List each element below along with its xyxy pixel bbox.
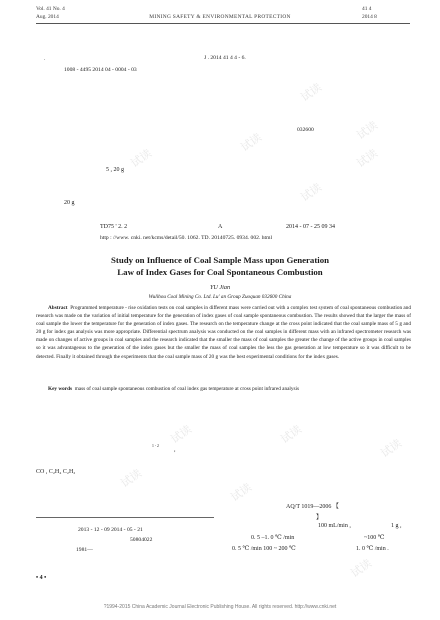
mass-values: 5 , 20 g <box>106 167 124 173</box>
publish-date: 2014 - 07 - 25 09 34 <box>286 224 335 230</box>
author-birth-year: 1981— <box>76 547 93 553</box>
heating-range-1: ~100 ℃ <box>364 535 385 541</box>
heating-rate-2: 0. 5 ℃ /min 100 ~ 200 ℃ <box>232 546 296 552</box>
abstract <box>36 304 411 361</box>
watermark: 试读 <box>354 118 381 143</box>
watermark: 试读 <box>354 146 381 171</box>
header-rule <box>36 23 410 24</box>
watermark: 试读 <box>128 146 155 171</box>
watermark: 试读 <box>378 436 405 461</box>
keywords-text: mass of coal sample spontaneous combustion of coal index gas temperature at cross point infrared analysis <box>74 386 300 392</box>
author-affiliation: Wulihou Coal Mining Co. Ltd. Lu' an Group Zuoquan 032600 China <box>148 294 292 300</box>
clc-number: TD75 ' 2. 2 <box>100 224 128 230</box>
fund-number: 50804022 <box>130 537 153 543</box>
watermark: 试读 <box>238 130 265 155</box>
watermark: 试读 <box>228 480 255 505</box>
sample-mass: 1 g , <box>391 523 402 529</box>
citation-text: J . 2014 41 4 4 - 6. <box>204 55 246 61</box>
heating-rate-1: 0. 5 –1. 0 ℃ /min <box>251 535 295 541</box>
document-code: 1008 - 4495 2014 04 - 0004 - 03 <box>64 67 137 73</box>
keywords-label: Key words <box>48 386 73 392</box>
volume-label: Vol. 41 No. 4 <box>36 6 65 12</box>
issue-date-label: Aug. 2014 <box>36 14 59 20</box>
journal-title: MINING SAFETY & ENVIRONMENTAL PROTECTION <box>149 14 291 20</box>
online-url[interactable]: http : //www. cnki. net/kcms/detail/50. 1062. TD. 20140725. 0934. 002. html <box>100 235 272 241</box>
watermark: 试读 <box>298 180 325 205</box>
mass-value: 20 g <box>64 200 75 206</box>
heating-rate-3: 1. 0 ℃ /min . <box>356 546 389 552</box>
volume-label-cn: 41 4 <box>362 6 372 12</box>
copyright-footer: ?1994-2015 China Academic Journal Electronic Publishing House. All rights reserved. http://www.cnki.net <box>103 604 337 610</box>
watermark: 试读 <box>278 422 305 447</box>
watermark: 试读 <box>118 466 145 491</box>
citation-mark: . <box>44 56 46 62</box>
page-number: • 4 • <box>36 575 47 581</box>
standard-close: 】 <box>316 515 323 521</box>
standard-reference: AQ/T 1019—2006 【 <box>286 504 339 510</box>
abstract-label: Abstract <box>48 305 68 311</box>
watermark: 试读 <box>168 422 195 447</box>
document-type: A <box>218 224 223 230</box>
watermark: 试读 <box>298 80 325 105</box>
body-comma: , <box>174 447 176 453</box>
received-revised-dates: 2013 - 12 - 09 2014 - 05 - 21 <box>78 527 143 533</box>
english-title-line2: Law of Index Gases for Coal Spontaneous Combustion <box>117 267 323 277</box>
watermark: 试读 <box>348 556 375 581</box>
english-title-line1: Study on Influence of Coal Sample Mass upon Generation <box>111 255 329 265</box>
flow-rate: 100 mL/min , <box>318 523 351 529</box>
reference-marker: 1 - 2 <box>152 444 159 448</box>
postcode: 032600 <box>297 127 314 133</box>
author-name: YU Jian <box>209 284 231 291</box>
abstract-text: Programmed temperature - rise oxidation tests on coal samples in different mass were carried out with a complex test system of coal spontaneous combustion and research was made on the variation of initial temperature for the generation of index gases of coal sample spontaneous combustion. The results showed that the larger the mass of coal sample the lower the temperature for the generation of index gases. The research on the temperature change at the cross point indicated that the coal sample mass of 5 g and 20 g for index gas analysis was more appropriate. Differential spectrum analysis was conducted on the coal samples in different mass with an infrared spectrometer research was made on changes of active groups in coal samples and the research indicated that the smaller the mass of coal samples the greater the change of the active groups in coal samples so it was advantageous to the generation of the index gases but the smaller the mass of coal samples the less the gas generation at low temperature so it was difficult to be detected. Finally it obtained through the experiments that the coal sample mass of 20 g was the best experimental conditions for the index gases. <box>36 305 411 360</box>
index-gases: CO , C₂H₄ C₂H₂ <box>36 469 76 475</box>
issue-date-label-cn: 2014 8 <box>362 14 377 20</box>
footnote-rule <box>36 517 214 518</box>
keywords <box>36 385 411 393</box>
